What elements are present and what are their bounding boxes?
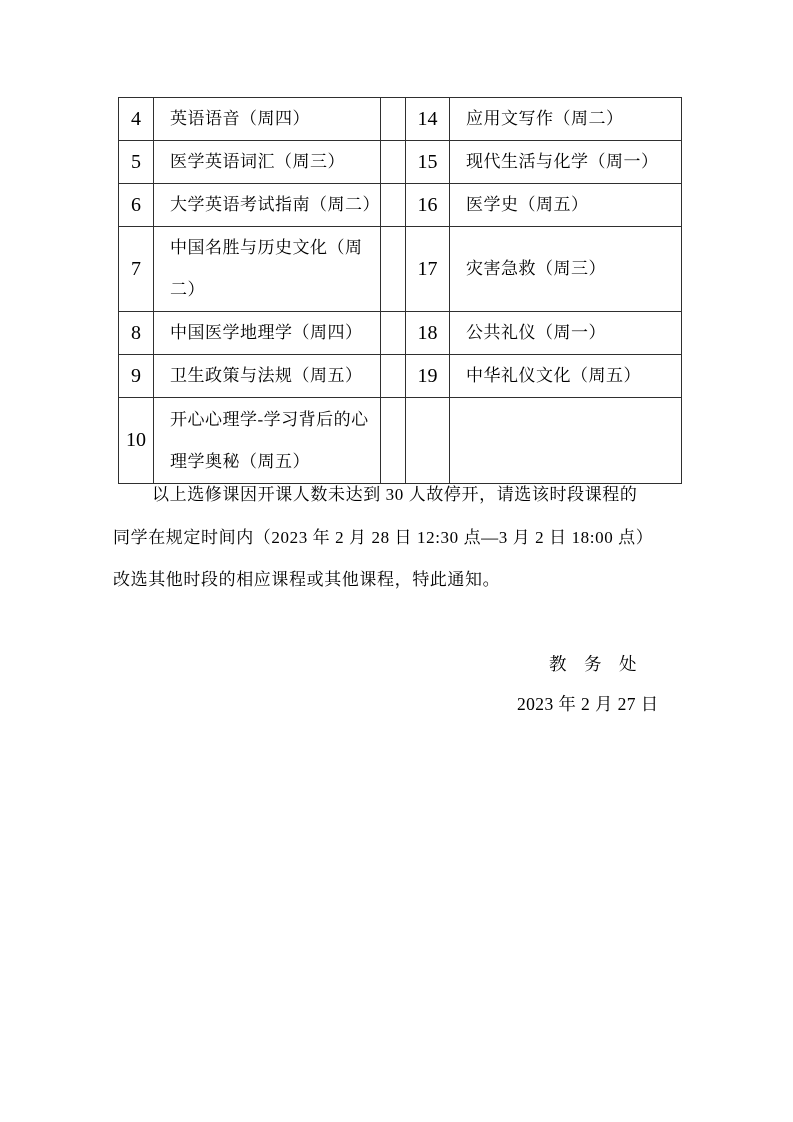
notice-line: 以上选修课因开课人数未达到 30 人故停开，请选该时段课程的 [152, 485, 638, 504]
course-no-cell [406, 398, 450, 484]
course-no-cell: 7 [119, 227, 154, 312]
course-no-cell: 10 [119, 398, 154, 484]
spacer-cell [381, 398, 406, 484]
spacer-cell [381, 184, 406, 227]
course-no-cell: 16 [406, 184, 450, 227]
course-no-cell: 9 [119, 355, 154, 398]
table-row [119, 227, 682, 312]
course-no-cell: 15 [406, 141, 450, 184]
course-no-cell: 19 [406, 355, 450, 398]
spacer-cell [381, 312, 406, 355]
course-name-cell: 应用文写作（周二） [450, 98, 682, 141]
spacer-cell [381, 355, 406, 398]
table-row [119, 141, 682, 184]
course-no-cell: 6 [119, 184, 154, 227]
notice-paragraph [113, 474, 713, 602]
table-row [119, 184, 682, 227]
course-name-cell: 中国医学地理学（周四） [154, 312, 381, 355]
table-row [119, 355, 682, 398]
course-name-cell: 开心心理学-学习背后的心理学奥秘（周五） [154, 398, 381, 484]
spacer-cell [381, 227, 406, 312]
course-no-cell: 17 [406, 227, 450, 312]
spacer-cell [381, 141, 406, 184]
course-name-cell [450, 398, 682, 484]
course-no-cell: 8 [119, 312, 154, 355]
course-name-cell: 大学英语考试指南（周二） [154, 184, 381, 227]
course-name-cell: 医学史（周五） [450, 184, 682, 227]
course-no-cell: 18 [406, 312, 450, 355]
notice-line: 改选其他时段的相应课程或其他课程，特此通知。 [113, 570, 501, 589]
course-name-cell: 灾害急救（周三） [450, 227, 682, 312]
course-name-cell: 中国名胜与历史文化（周二） [154, 227, 381, 312]
spacer-cell [381, 98, 406, 141]
course-name-cell: 中华礼仪文化（周五） [450, 355, 682, 398]
cancelled-course-table [118, 97, 682, 484]
signature-department: 教 务 处 [549, 654, 637, 674]
course-name-cell: 公共礼仪（周一） [450, 312, 682, 355]
table-row [119, 98, 682, 141]
table-row [119, 312, 682, 355]
course-no-cell: 14 [406, 98, 450, 141]
course-no-cell: 5 [119, 141, 154, 184]
course-no-cell: 4 [119, 98, 154, 141]
course-name-cell: 英语语音（周四） [154, 98, 381, 141]
table-row [119, 398, 682, 484]
course-name-cell: 现代生活与化学（周一） [450, 141, 682, 184]
notice-line: 同学在规定时间内（2023 年 2 月 28 日 12:30 点—3 月 2 日 18:00 点） [113, 527, 654, 547]
course-name-cell: 医学英语词汇（周三） [154, 141, 381, 184]
course-name-cell: 卫生政策与法规（周五） [154, 355, 381, 398]
signature-date: 2023 年 2 月 27 日 [517, 694, 659, 714]
